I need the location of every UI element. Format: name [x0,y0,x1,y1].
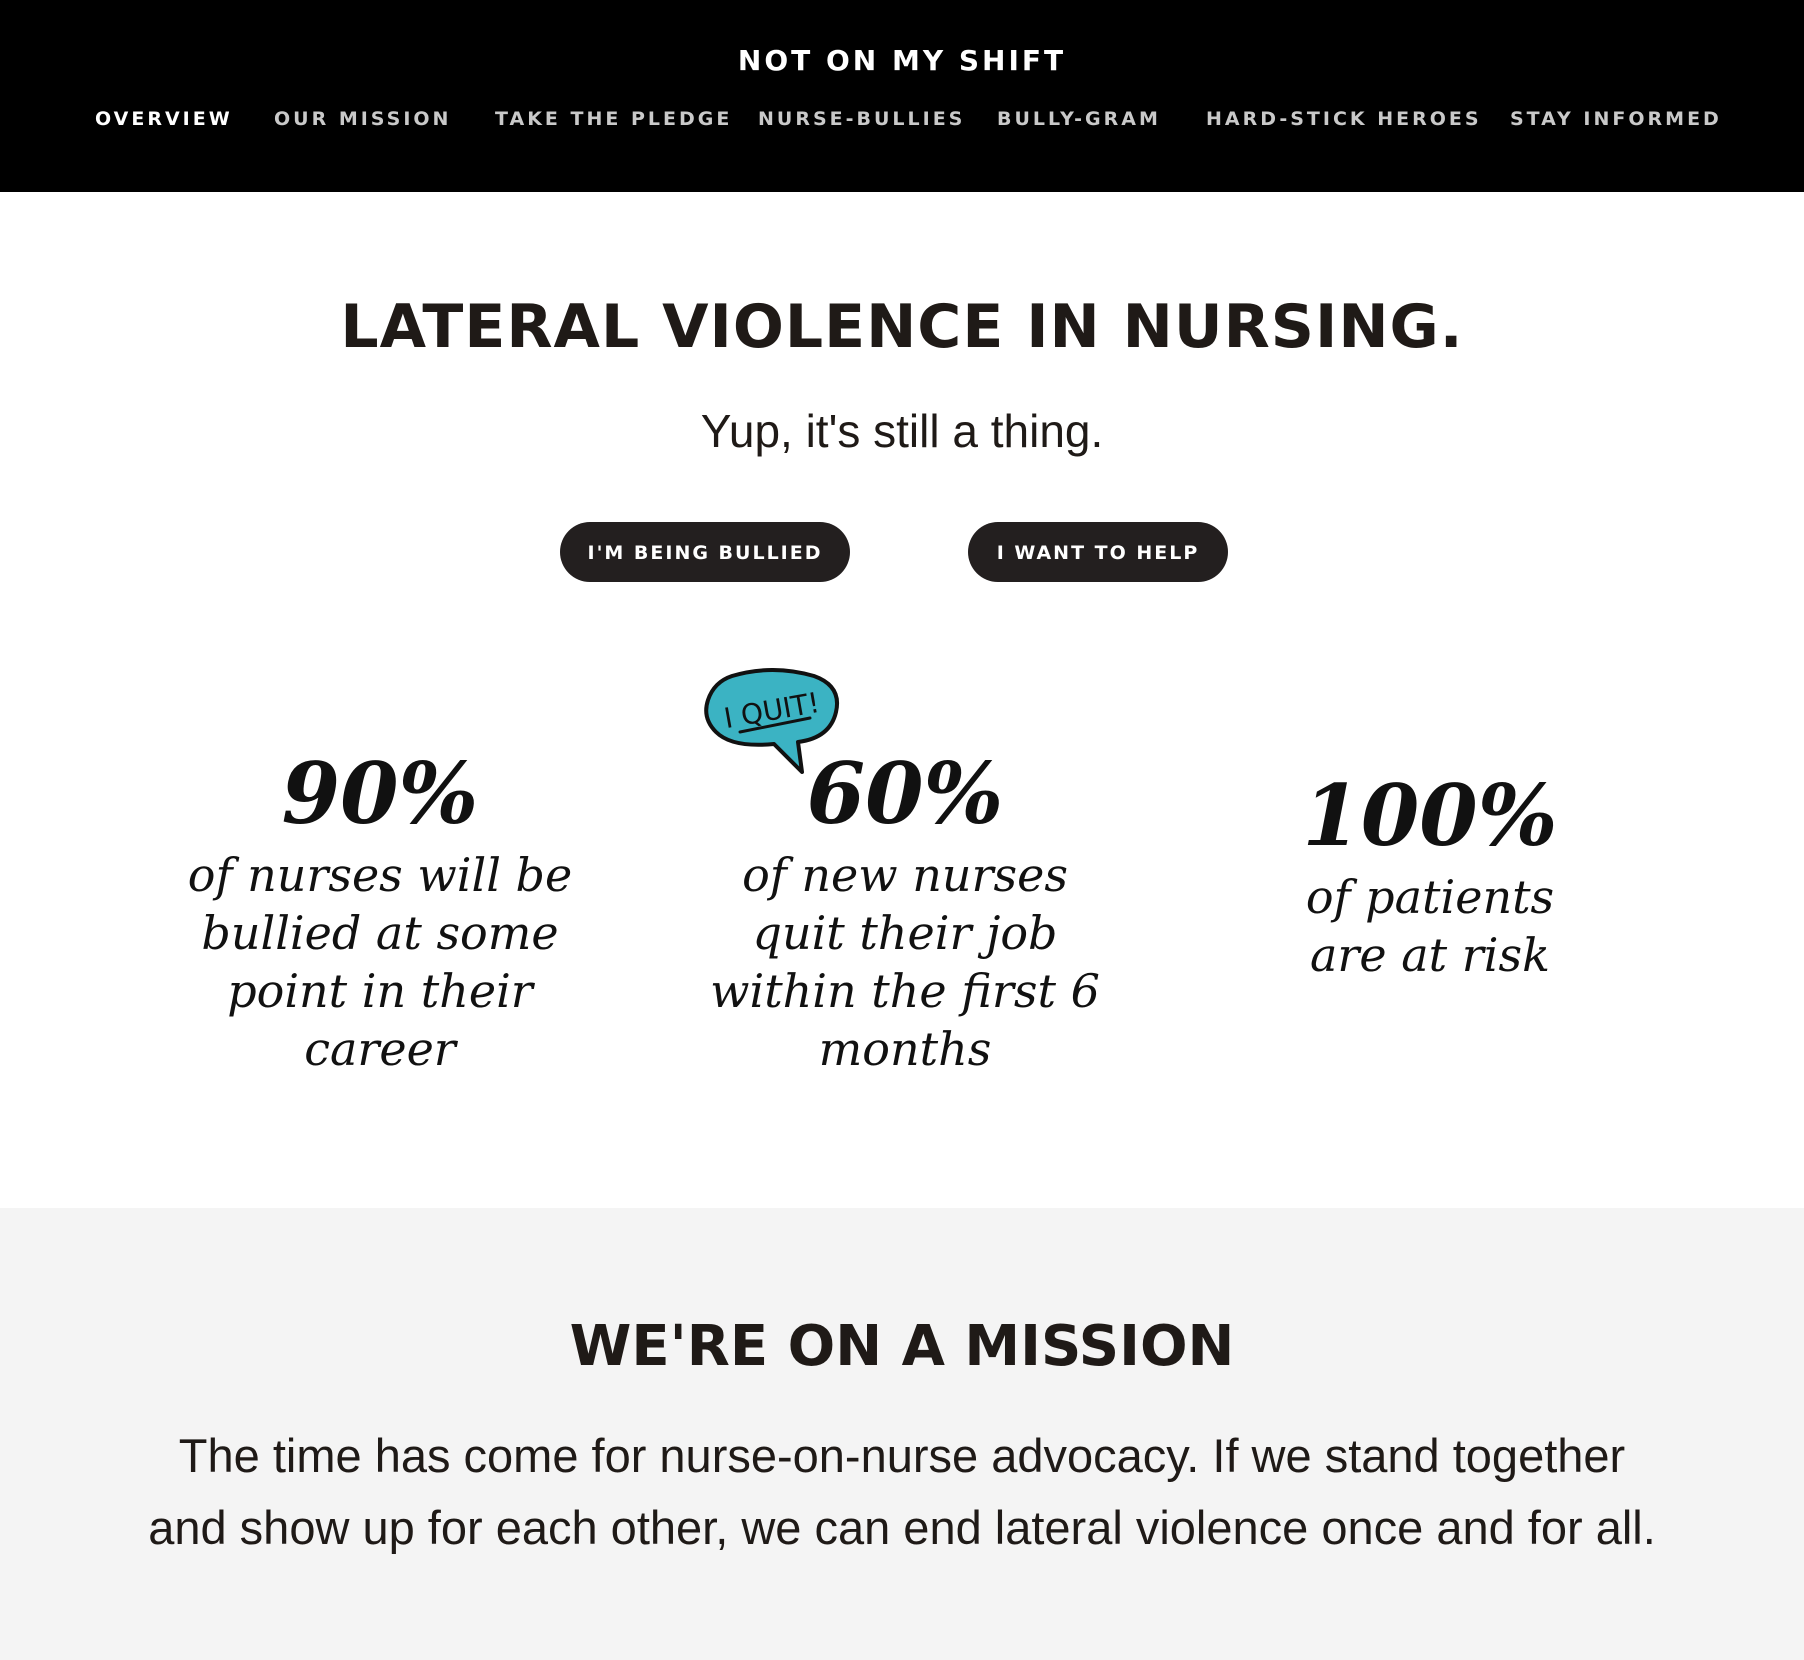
nav-bully-gram[interactable]: BULLY-GRAM [997,108,1161,130]
stat-card [1280,766,1580,984]
mission-title: WE'RE ON A MISSION [569,1314,1235,1379]
main-nav [0,108,1804,136]
stat-value: 100% [1302,766,1558,865]
stat-card [690,744,1120,1078]
mission-section [0,1208,1804,1660]
i-want-to-help-button[interactable]: I WANT TO HELP [968,522,1228,582]
stat-value: 60% [806,744,1004,843]
stat-card [150,744,610,1078]
site-header [0,0,1804,192]
stat-value: 90% [281,744,479,843]
im-being-bullied-button[interactable]: I'M BEING BULLIED [560,522,850,582]
hero-subtitle: Yup, it's still a thing. [700,405,1104,457]
mission-body: The time has come for nurse-on-nurse advocacy. If we stand together and show up for each other, we can end lateral violence once and for all. [148,1429,1656,1554]
nav-nurse-bullies[interactable]: NURSE-BULLIES [758,108,966,130]
nav-take-the-pledge[interactable]: TAKE THE PLEDGE [495,108,733,130]
stat-caption: of patients are at risk [1305,870,1555,982]
site-title[interactable]: NOT ON MY SHIFT [737,44,1067,77]
nav-hard-stick-heroes[interactable]: HARD-STICK HEROES [1206,108,1482,130]
nav-our-mission[interactable]: OUR MISSION [274,108,452,130]
stat-caption: of new nurses quit their job within the first 6 months [710,848,1100,1076]
nav-stay-informed[interactable]: STAY INFORMED [1510,108,1722,130]
speech-bubble-text: I QUIT! [721,685,823,736]
stat-caption: of nurses will be bullied at some point in their career [187,848,573,1076]
nav-overview[interactable]: OVERVIEW [95,108,233,130]
hero-title: LATERAL VIOLENCE IN NURSING. [340,292,1464,362]
